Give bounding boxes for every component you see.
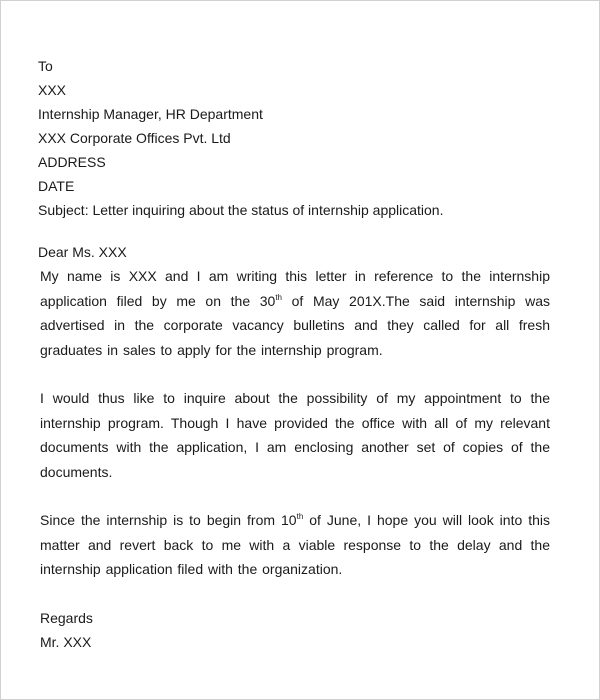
recipient-name: XXX <box>38 82 67 98</box>
paragraph-3-text-b: of June, I hope you will look into this matter and revert back to me with a viable response to the delay and the internship application filed with the organization. <box>40 512 550 577</box>
company-name: XXX Corporate Offices Pvt. Ltd <box>38 130 231 146</box>
body-paragraph-1 <box>38 264 550 362</box>
paragraph-1-text-b: of May 201X.The said internship was advertised in the corporate vacancy bulletins and they called for all fresh graduates in sales to apply for the internship program. <box>40 292 550 358</box>
body-paragraph-3 <box>38 508 550 582</box>
date-line: DATE <box>38 178 75 194</box>
subject-line: Subject: Letter inquiring about the status of internship application. <box>38 202 444 218</box>
letter-document <box>38 54 550 654</box>
paragraph-3-text-a: Since the internship is to begin from 10 <box>40 512 297 528</box>
salutation: Dear Ms. XXX <box>38 244 127 260</box>
signature-name: Mr. XXX <box>40 633 92 650</box>
paragraph-1-text-a: My name is XXX and I am writing this letter in reference to the internship application filed by me on the 30 <box>40 268 550 309</box>
address-line: ADDRESS <box>38 154 106 170</box>
body-paragraph-2: I would thus like to inquire about the possibility of my appointment to the internship program. Though I have provided the office with all of my relevant documents with the application, I am enclosing another set of copies of the documents. <box>40 390 550 480</box>
recipient-title: Internship Manager, HR Department <box>38 106 263 122</box>
to-label: To <box>38 58 53 74</box>
regards-line: Regards <box>40 609 93 626</box>
closing-block <box>38 606 550 654</box>
paragraph-3-ordinal: th <box>296 512 304 521</box>
paragraph-1-ordinal: th <box>275 292 282 302</box>
